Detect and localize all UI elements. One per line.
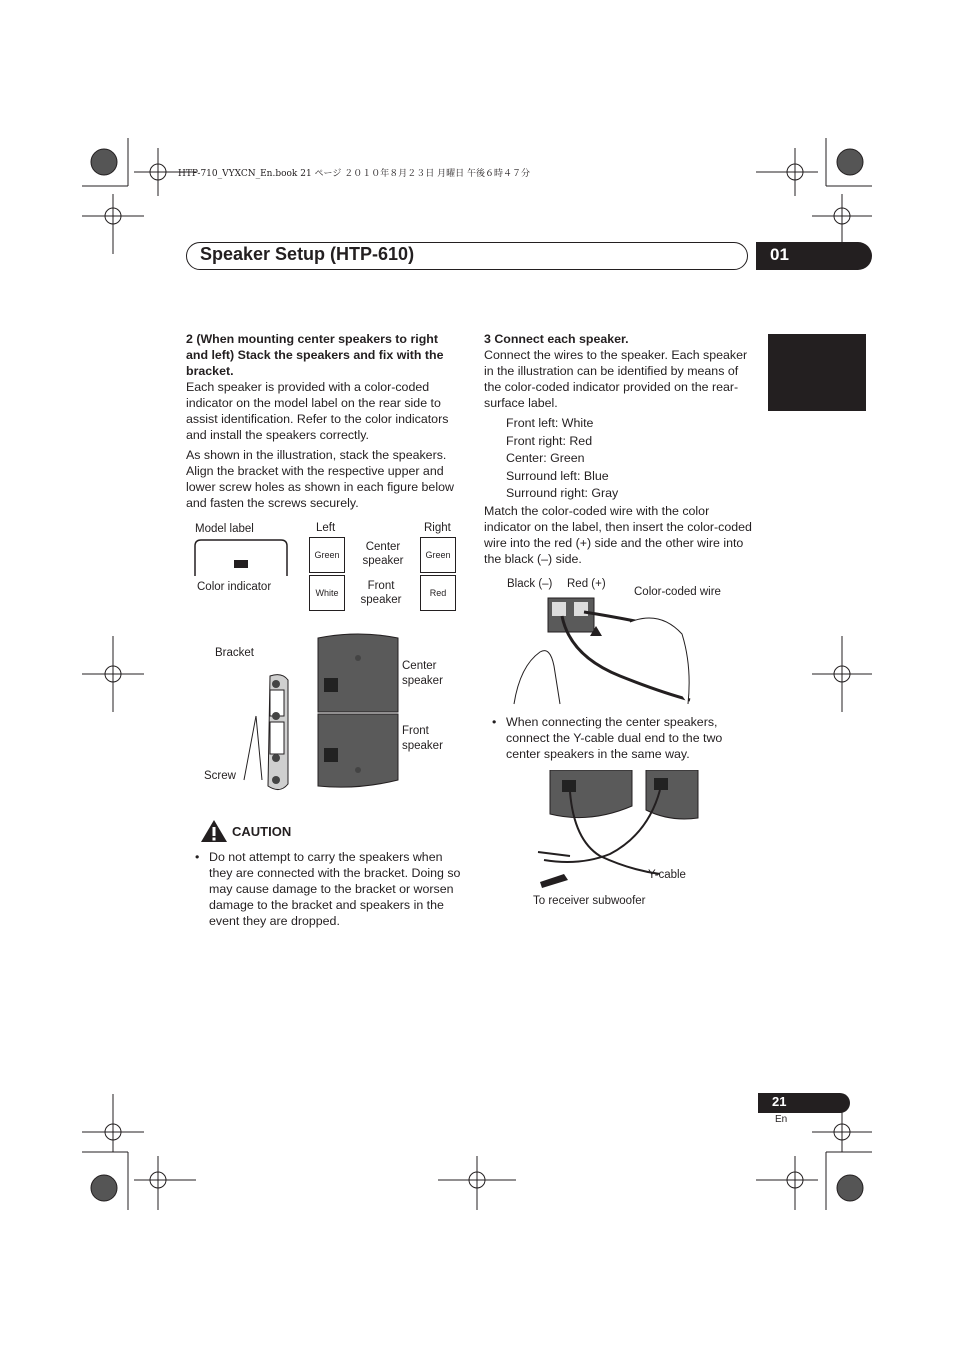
page-title: Speaker Setup (HTP-610): [200, 244, 415, 264]
step2-paragraph-1: Each speaker is provided with a color-coded indicator on the model label on the rear side to assist identification. Refer to the color indicators and install the speakers correctly.: [186, 380, 449, 442]
to-receiver-caption: To receiver subwoofer: [533, 895, 646, 907]
caution-text: Do not attempt to carry the speakers when they are connected with the bracket. Doing so may cause damage to the bracket or worsen damage to the bracket and speakers in the event they are dropped.: [209, 850, 461, 928]
color-list: [506, 415, 756, 503]
ycable-caption: Y-cable: [648, 869, 686, 881]
step2-heading: 2 (When mounting center speakers to right and left) Stack the speakers and fix with the bracket.: [186, 332, 444, 378]
color-indicator-caption: Color indicator: [197, 581, 272, 593]
indicator-left-front: White: [309, 575, 345, 611]
caution-text-block: [195, 849, 461, 929]
ycable-note: When connecting the center speakers, connect the Y-cable dual end to the two center speakers in the same way.: [506, 715, 723, 761]
color-item: Surround left: Blue: [506, 468, 609, 483]
indicator-right-center: Green: [420, 537, 456, 573]
page-language: En: [775, 1114, 788, 1125]
color-coded-wire-caption: Color-coded wire: [634, 586, 721, 598]
speaker-bracket-illustration: [240, 630, 400, 795]
right-column: [484, 331, 756, 567]
center-speaker-caption: Center speaker: [362, 541, 404, 567]
step3-paragraph-2: Match the color-coded wire with the color indicator on the label, then insert the color-coded wire into the red (+) side and the other wire into the black (–) side.: [484, 503, 752, 566]
warning-icon: [200, 818, 228, 844]
wire-connection-illustration: [510, 596, 695, 706]
chapter-number: 01: [770, 245, 789, 264]
caution-title: CAUTION: [232, 824, 292, 839]
page-number: 21: [772, 1094, 787, 1109]
color-item: Center: Green: [506, 451, 585, 466]
language-tab: [768, 334, 866, 411]
color-item: Front left: White: [506, 416, 594, 430]
front-speaker-caption: Front speaker: [360, 580, 402, 606]
red-terminal-caption: Red (+): [567, 578, 606, 590]
indicator-right-front: Red: [420, 575, 456, 611]
bullet-icon: •: [195, 850, 200, 864]
bullet-icon: •: [492, 715, 497, 729]
center-speaker-label: Center speaker: [402, 660, 443, 687]
ycable-note-block: [492, 714, 756, 762]
step2-paragraph-2: As shown in the illustration, stack the speakers. Align the bracket with the respective upper and lower screw holes as shown in each figure below and fasten the screws securely.: [186, 448, 454, 510]
left-caption: Left: [316, 522, 336, 534]
step3-paragraph-1: Connect the wires to the speaker. Each speaker in the illustration can be identified by means of the color-coded indicator provided on the rear-surface label.: [484, 348, 748, 410]
right-caption: Right: [424, 522, 451, 534]
bracket-caption: Bracket: [215, 647, 254, 659]
model-label-illustration: [193, 538, 289, 578]
book-info-line: HTP-710_VYXCN_En.book 21 ページ ２０１０年８月２３日 月曜日 午後６時４７分: [178, 169, 530, 179]
black-terminal-caption: Black (–): [507, 578, 553, 590]
language-tab-label: English: [749, 362, 765, 413]
left-column: [186, 331, 460, 511]
color-item: Front right: Red: [506, 433, 593, 448]
step3-heading: 3 Connect each speaker.: [484, 332, 629, 346]
color-item: Surround right: Gray: [506, 486, 619, 501]
model-label-caption: Model label: [195, 523, 254, 535]
indicator-left-center: Green: [309, 537, 345, 573]
front-speaker-label: Front speaker: [402, 725, 443, 752]
screw-caption: Screw: [204, 770, 236, 782]
